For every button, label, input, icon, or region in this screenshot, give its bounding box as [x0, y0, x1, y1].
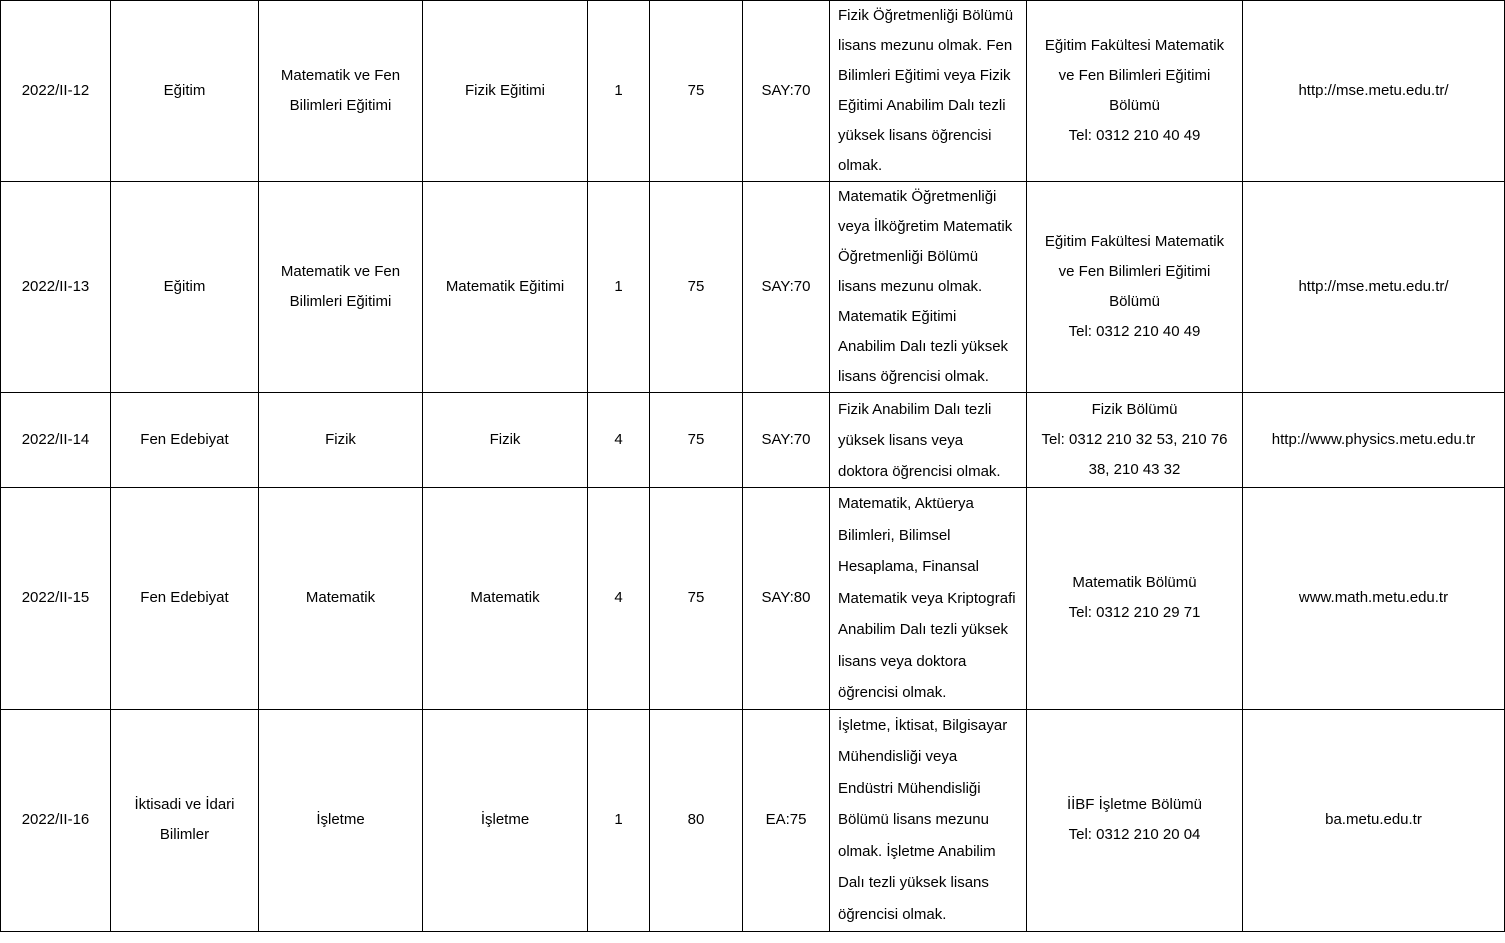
faculty-cell: [111, 488, 259, 710]
quota-cell: 1: [588, 1, 650, 182]
department-cell: [259, 182, 423, 393]
contact-line: Bölümü: [1109, 97, 1160, 114]
requirement-cell: [830, 182, 1027, 393]
contact-line: Tel: 0312 210 20 04: [1068, 826, 1201, 843]
contact-line: Eğitim Fakültesi Matematik: [1044, 233, 1225, 250]
score-type-cell: EA:75: [743, 709, 830, 931]
contact-line: Tel: 0312 210 40 49: [1068, 323, 1201, 340]
requirement-line: yüksek lisans öğrencisi: [838, 127, 992, 144]
code-cell: 2022/II-14: [1, 393, 111, 488]
department-cell: [259, 393, 423, 488]
contact-line: Tel: 0312 210 29 71: [1068, 604, 1201, 622]
score-type-cell: SAY:70: [743, 182, 830, 393]
requirement-line: Bölümü lisans mezunu: [838, 811, 989, 829]
program-cell: [423, 709, 588, 931]
contact-line: 38, 210 43 32: [1088, 461, 1181, 478]
requirement-line: Hesaplama, Finansal: [838, 558, 979, 575]
requirement-line: Öğretmenliği Bölümü: [838, 248, 979, 265]
requirement-line: Fizik Öğretmenliği Bölümü: [838, 7, 1014, 24]
requirement-line: Fizik Anabilim Dalı tezli: [838, 400, 992, 418]
contact-line: ve Fen Bilimleri Eğitimi: [1058, 67, 1211, 84]
contact-line: İİBF İşletme Bölümü: [1066, 796, 1203, 813]
faculty-line: Bilimler: [159, 826, 210, 843]
contact-line: Eğitim Fakültesi Matematik: [1044, 37, 1225, 54]
code-cell: 2022/II-12: [1, 1, 111, 182]
requirement-line: Anabilim Dalı tezli yüksek: [838, 338, 1009, 355]
code-cell: 2022/II-13: [1, 182, 111, 393]
table-row: [1, 393, 1505, 488]
department-line: Bilimleri Eğitimi: [289, 293, 392, 310]
ales-score-cell: 75: [650, 393, 743, 488]
requirement-cell: [830, 488, 1027, 710]
program-line: Fizik: [489, 431, 521, 448]
program-line: Matematik Eğitimi: [445, 278, 565, 295]
requirement-line: olmak.: [838, 157, 883, 174]
quota-cell: 1: [588, 709, 650, 931]
score-type-cell: SAY:70: [743, 393, 830, 488]
faculty-line: Eğitim: [163, 278, 206, 295]
requirement-line: Matematik veya Kriptografi: [838, 589, 1016, 607]
program-cell: [423, 393, 588, 488]
contact-line: Bölümü: [1109, 293, 1160, 310]
quota-cell: 4: [588, 488, 650, 710]
contact-line: ve Fen Bilimleri Eğitimi: [1058, 263, 1211, 280]
requirement-cell: [830, 393, 1027, 488]
program-line: Matematik: [470, 589, 540, 607]
program-cell: [423, 1, 588, 182]
requirement-line: Bilimleri Eğitimi veya Fizik: [838, 67, 1011, 84]
requirement-line: Anabilim Dalı tezli yüksek: [838, 621, 1009, 638]
faculty-line: Fen Edebiyat: [140, 431, 229, 448]
requirement-line: lisans mezunu olmak. Fen: [838, 37, 1013, 54]
department-cell: [259, 1, 423, 182]
department-line: İşletme: [316, 811, 365, 828]
department-line: Bilimleri Eğitimi: [289, 97, 392, 114]
website-cell: www.math.metu.edu.tr: [1243, 488, 1505, 710]
department-cell: [259, 709, 423, 931]
requirement-line: Dalı tezli yüksek lisans: [838, 874, 989, 892]
department-line: Matematik ve Fen: [280, 263, 401, 280]
program-cell: [423, 182, 588, 393]
contact-cell: [1027, 488, 1243, 710]
ales-score-cell: 75: [650, 1, 743, 182]
website-cell: http://www.physics.metu.edu.tr: [1243, 393, 1505, 488]
quota-cell: 1: [588, 182, 650, 393]
ales-score-cell: 75: [650, 182, 743, 393]
code-cell: 2022/II-15: [1, 488, 111, 710]
faculty-cell: [111, 393, 259, 488]
requirement-line: yüksek lisans veya: [838, 431, 964, 449]
requirement-cell: [830, 709, 1027, 931]
department-line: Matematik: [305, 589, 376, 607]
contact-line: Fizik Bölümü: [1091, 401, 1178, 418]
requirement-line: Matematik Öğretmenliği: [838, 188, 997, 205]
department-line: Matematik ve Fen: [280, 67, 401, 84]
contact-cell: [1027, 709, 1243, 931]
website-cell: http://mse.metu.edu.tr/: [1243, 1, 1505, 182]
requirement-line: öğrencisi olmak.: [838, 684, 947, 701]
requirement-line: İşletme, İktisat, Bilgisayar: [838, 716, 1008, 734]
faculty-cell: [111, 709, 259, 931]
table-row: [1, 488, 1505, 710]
faculty-line: İktisadi ve İdari: [134, 796, 235, 813]
score-type-cell: SAY:80: [743, 488, 830, 710]
faculty-line: Eğitim: [163, 82, 206, 99]
faculty-line: Fen Edebiyat: [140, 589, 229, 607]
requirement-line: olmak. İşletme Anabilim: [838, 842, 996, 860]
quota-cell: 4: [588, 393, 650, 488]
website-cell: http://mse.metu.edu.tr/: [1243, 182, 1505, 393]
code-cell: 2022/II-16: [1, 709, 111, 931]
requirement-line: Eğitimi Anabilim Dalı tezli: [838, 97, 1006, 114]
contact-line: Tel: 0312 210 32 53, 210 76: [1041, 431, 1228, 448]
requirement-line: Bilimleri, Bilimsel: [838, 526, 951, 544]
contact-line: Matematik Bölümü: [1072, 574, 1197, 592]
table-body: [1, 1, 1505, 932]
website-cell: ba.metu.edu.tr: [1243, 709, 1505, 931]
requirement-line: Endüstri Mühendisliği: [838, 779, 981, 797]
requirement-line: lisans mezunu olmak.: [838, 278, 983, 295]
ales-score-cell: 75: [650, 488, 743, 710]
table-row: [1, 182, 1505, 393]
requirement-cell: [830, 1, 1027, 182]
requirement-line: lisans veya doktora: [838, 652, 967, 670]
faculty-cell: [111, 1, 259, 182]
contact-cell: [1027, 1, 1243, 182]
contact-cell: [1027, 393, 1243, 488]
ales-score-cell: 80: [650, 709, 743, 931]
contact-cell: [1027, 182, 1243, 393]
department-line: Fizik: [325, 431, 356, 448]
requirement-line: Mühendisliği veya: [838, 748, 958, 766]
requirement-line: doktora öğrencisi olmak.: [838, 462, 1001, 480]
requirement-line: veya İlköğretim Matematik: [838, 218, 1013, 235]
program-line: Fizik Eğitimi: [464, 82, 545, 99]
requirement-line: öğrencisi olmak.: [838, 905, 947, 923]
contact-line: Tel: 0312 210 40 49: [1068, 127, 1201, 144]
score-type-cell: SAY:70: [743, 1, 830, 182]
department-cell: [259, 488, 423, 710]
program-cell: [423, 488, 588, 710]
table-row: [1, 1, 1505, 182]
faculty-cell: [111, 182, 259, 393]
table-row: [1, 709, 1505, 931]
requirement-line: Matematik Eğitimi: [838, 308, 957, 325]
requirement-line: Matematik, Aktüerya: [838, 495, 974, 512]
requirement-line: lisans öğrencisi olmak.: [838, 368, 989, 385]
program-line: İşletme: [480, 811, 530, 828]
